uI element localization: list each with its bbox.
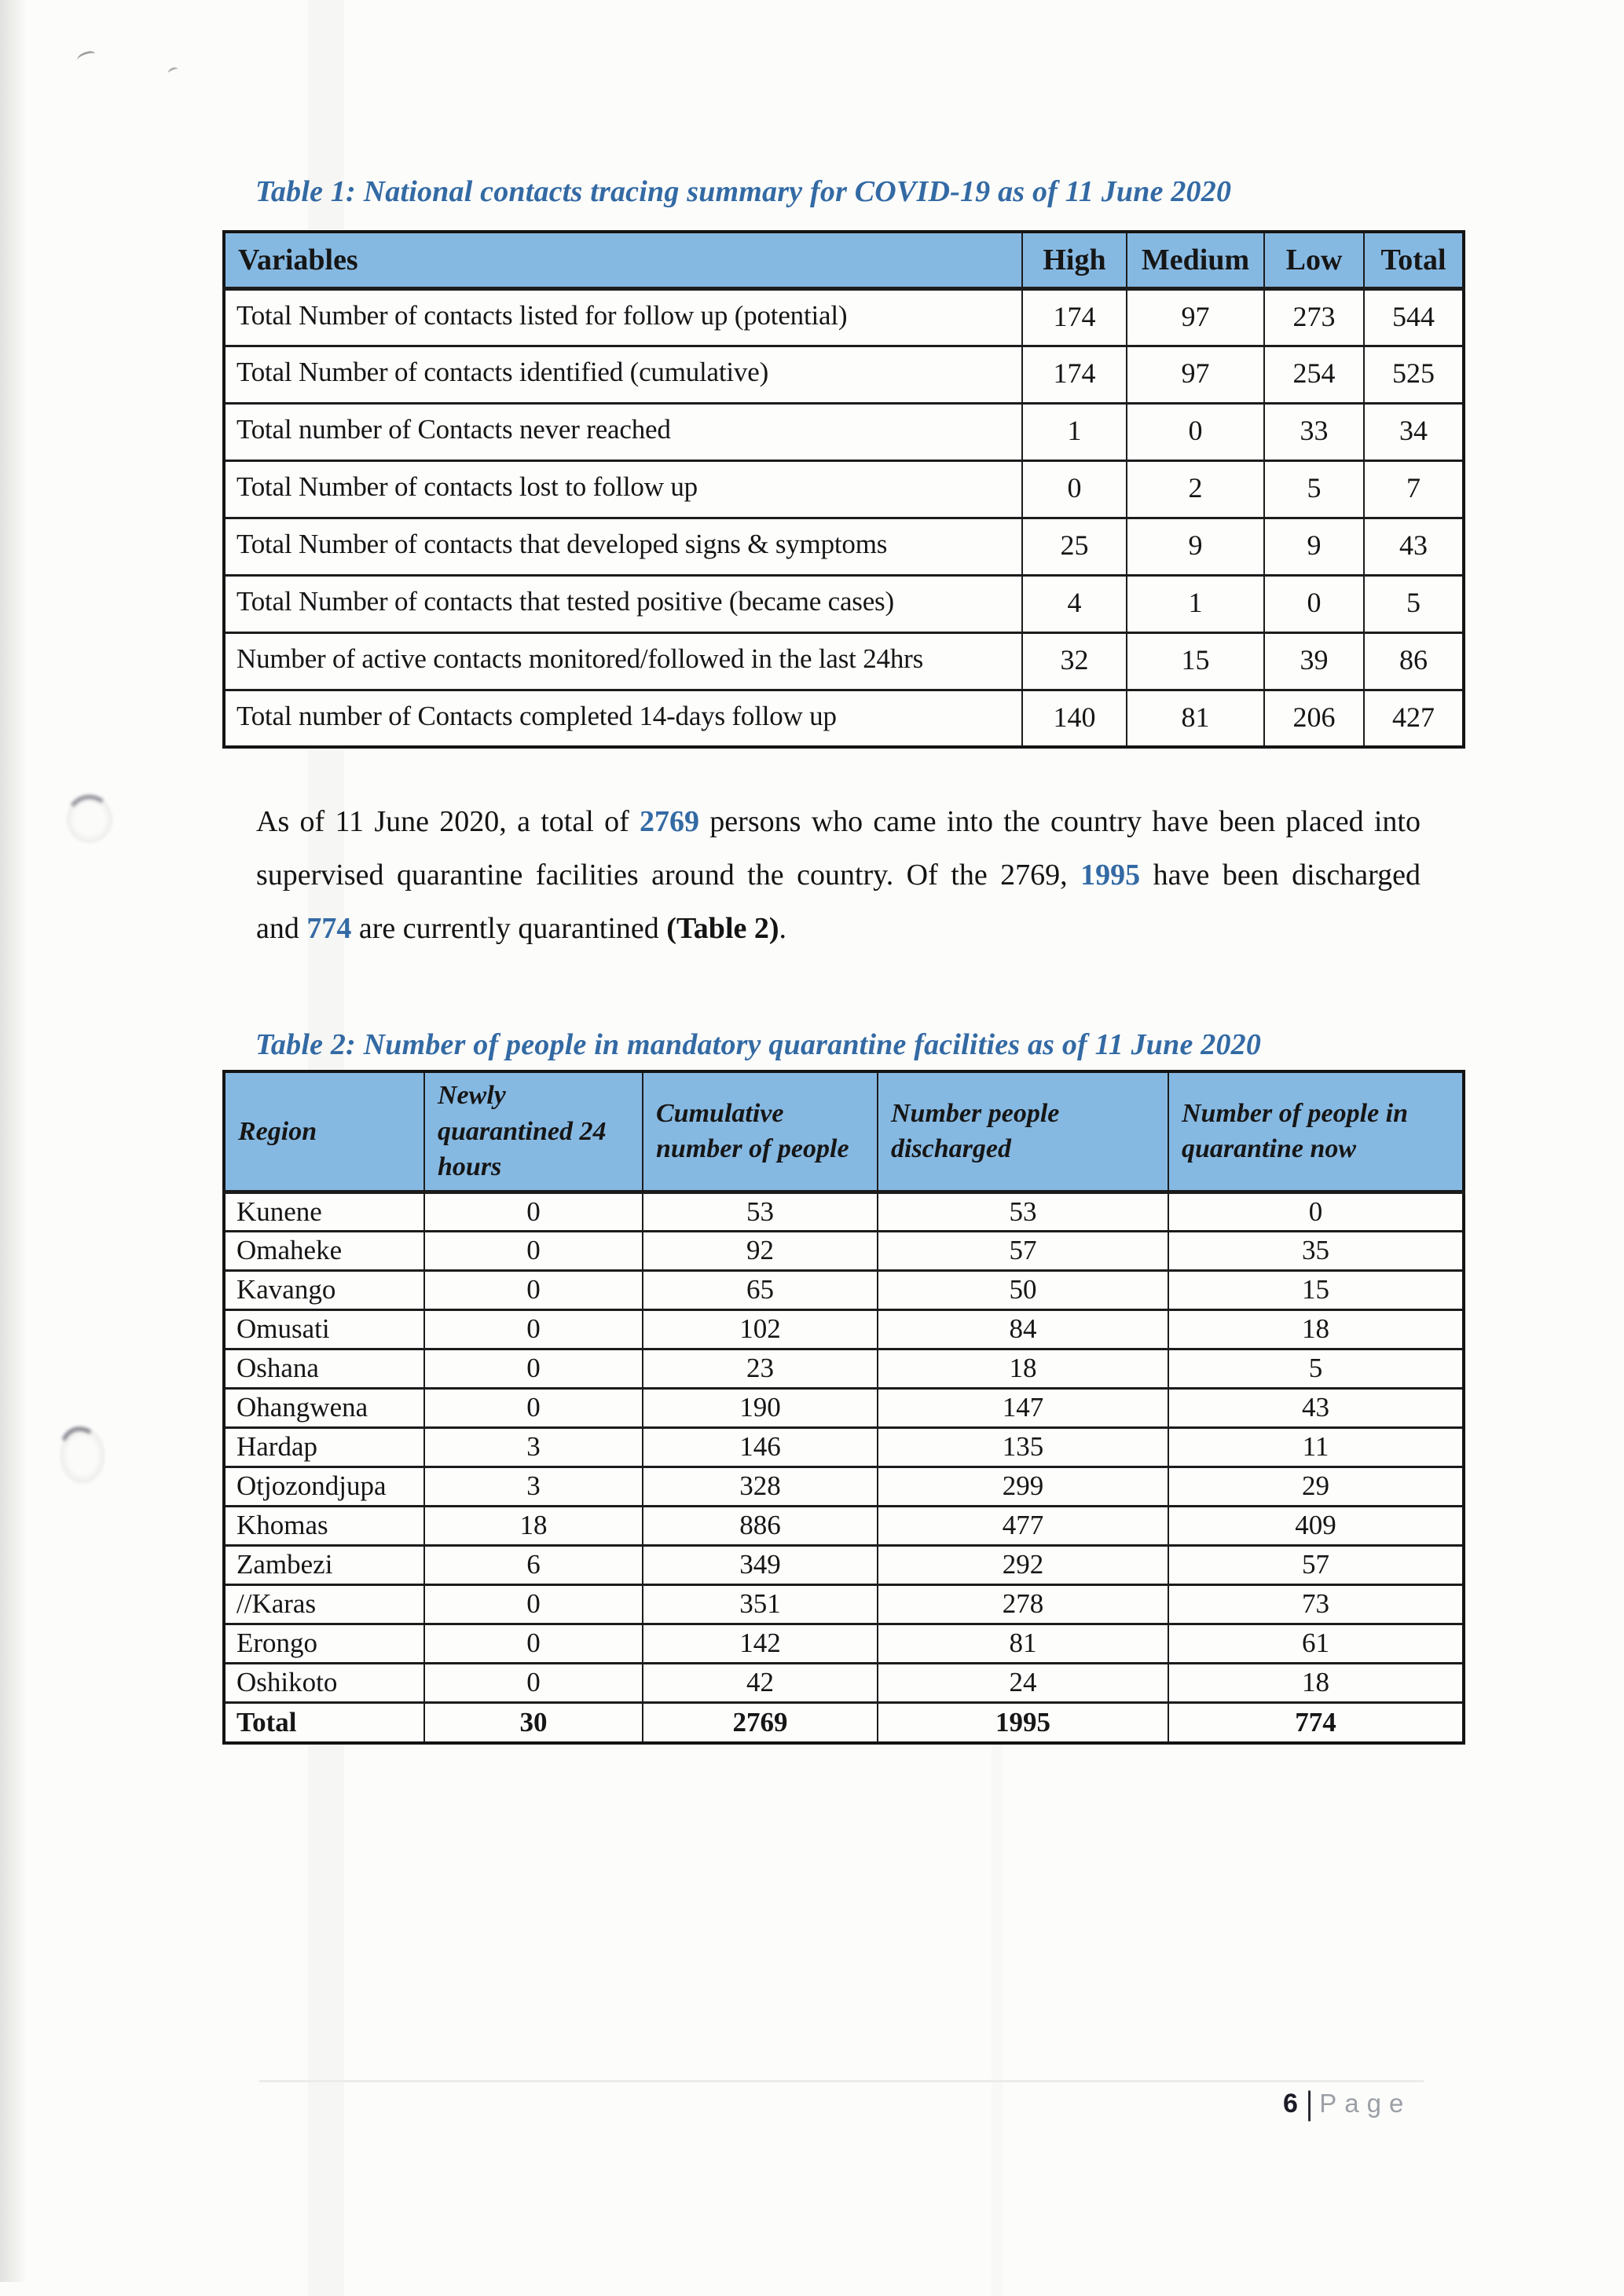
column-header: Newly quarantined 24 hours: [424, 1071, 643, 1192]
summary-paragraph: [256, 795, 1421, 955]
cell-value: 525: [1364, 346, 1464, 403]
cell-value: 11: [1168, 1427, 1464, 1467]
cell-value: 43: [1364, 518, 1464, 575]
cell-value: 35: [1168, 1231, 1464, 1270]
cell-value: 65: [643, 1270, 878, 1309]
row-label: Total Number of contacts that tested positive (became cases): [224, 575, 1022, 632]
paragraph-text: have been discharged: [1140, 859, 1421, 892]
column-header: Number people discharged: [878, 1071, 1168, 1192]
table-row: [224, 1309, 1464, 1349]
table-row: [224, 1702, 1464, 1743]
cell-value: 23: [643, 1349, 878, 1388]
cell-value: 146: [643, 1427, 878, 1467]
cell-value: 61: [1168, 1624, 1464, 1663]
cell-value: 1: [1022, 403, 1127, 460]
row-label: Number of active contacts monitored/followed in the last 24hrs: [224, 632, 1022, 690]
column-header: Region: [224, 1071, 424, 1192]
highlighted-value: (Table 2): [666, 912, 779, 945]
column-header: Cumulative number of people: [643, 1071, 878, 1192]
cell-value: 349: [643, 1545, 878, 1584]
cell-value: 39: [1264, 632, 1364, 690]
cell-value: 0: [424, 1192, 643, 1231]
quarantine-facilities-table: [222, 1070, 1465, 1745]
table-row: [224, 1506, 1464, 1545]
cell-value: 0: [1168, 1192, 1464, 1231]
cell-value: 427: [1364, 690, 1464, 747]
table-row: [224, 632, 1464, 690]
row-label: Kavango: [224, 1270, 424, 1309]
row-label: Zambezi: [224, 1545, 424, 1584]
cell-value: 53: [878, 1192, 1168, 1231]
row-label: Total number of Contacts never reached: [224, 403, 1022, 460]
cell-value: 18: [878, 1349, 1168, 1388]
cell-value: 29: [1168, 1467, 1464, 1506]
row-label: Total: [224, 1702, 424, 1743]
paragraph-line: [256, 795, 1421, 848]
cell-value: 351: [643, 1584, 878, 1624]
paragraph-text: supervised quarantine facilities around the country. Of the 2769,: [256, 859, 1081, 892]
cell-value: 57: [878, 1231, 1168, 1270]
table-row: [224, 288, 1464, 346]
footer-separator: |: [1305, 2084, 1314, 2122]
table-row: [224, 1467, 1464, 1506]
cell-value: 0: [424, 1309, 643, 1349]
table-row: [224, 460, 1464, 518]
row-label: Oshana: [224, 1349, 424, 1388]
cell-value: 409: [1168, 1506, 1464, 1545]
cell-value: 84: [878, 1309, 1168, 1349]
cell-value: 32: [1022, 632, 1127, 690]
row-label: Omaheke: [224, 1231, 424, 1270]
cell-value: 142: [643, 1624, 878, 1663]
table-row: [224, 1624, 1464, 1663]
table-row: [224, 403, 1464, 460]
cell-value: 102: [643, 1309, 878, 1349]
table-row: [224, 575, 1464, 632]
cell-value: 0: [424, 1231, 643, 1270]
table-row: [224, 1270, 1464, 1309]
paragraph-text: .: [779, 912, 787, 945]
cell-value: 140: [1022, 690, 1127, 747]
cell-value: 254: [1264, 346, 1364, 403]
hole-punch-mark: [64, 793, 115, 845]
cell-value: 18: [1168, 1663, 1464, 1702]
paragraph-text: persons who came into the country have been placed into: [699, 805, 1421, 838]
paragraph-text: As of 11 June 2020, a total of: [256, 805, 640, 838]
table-row: [224, 346, 1464, 403]
hole-punch-mark: [58, 1425, 107, 1486]
row-label: Otjozondjupa: [224, 1467, 424, 1506]
row-label: Total Number of contacts lost to follow up: [224, 460, 1022, 518]
column-header: Medium: [1127, 232, 1264, 288]
cell-value: 33: [1264, 403, 1364, 460]
cell-value: 0: [1022, 460, 1127, 518]
paragraph-text: are currently quarantined: [351, 912, 667, 945]
cell-value: 53: [643, 1192, 878, 1231]
cell-value: 18: [1168, 1309, 1464, 1349]
cell-value: 43: [1168, 1388, 1464, 1427]
cell-value: 278: [878, 1584, 1168, 1624]
cell-value: 0: [424, 1624, 643, 1663]
cell-value: 135: [878, 1427, 1168, 1467]
table-row: [224, 1545, 1464, 1584]
cell-value: 24: [878, 1663, 1168, 1702]
cell-value: 544: [1364, 288, 1464, 346]
cell-value: 30: [424, 1702, 643, 1743]
column-header: Number of people in quarantine now: [1168, 1071, 1464, 1192]
table2-title: Table 2: Number of people in mandatory quarantine facilities as of 11 June 2020: [255, 1028, 1262, 1061]
scan-speck: [167, 66, 179, 76]
cell-value: 0: [424, 1663, 643, 1702]
page-footer: [1283, 2086, 1411, 2121]
cell-value: 0: [1127, 403, 1264, 460]
cell-value: 477: [878, 1506, 1168, 1545]
highlighted-value: 2769: [640, 805, 700, 838]
page-footer-label: Page: [1319, 2089, 1412, 2118]
cell-value: 97: [1127, 346, 1264, 403]
cell-value: 9: [1264, 518, 1364, 575]
cell-value: 5: [1168, 1349, 1464, 1388]
cell-value: 147: [878, 1388, 1168, 1427]
table-row: [224, 518, 1464, 575]
row-label: Total Number of contacts that developed signs & symptoms: [224, 518, 1022, 575]
cell-value: 174: [1022, 346, 1127, 403]
cell-value: 18: [424, 1506, 643, 1545]
cell-value: 81: [1127, 690, 1264, 747]
cell-value: 15: [1127, 632, 1264, 690]
highlighted-value: 1995: [1080, 859, 1141, 892]
column-header: Variables: [224, 232, 1022, 288]
cell-value: 206: [1264, 690, 1364, 747]
row-label: Oshikoto: [224, 1663, 424, 1702]
cell-value: 886: [643, 1506, 878, 1545]
contacts-tracing-table: [222, 230, 1465, 749]
cell-value: 81: [878, 1624, 1168, 1663]
paragraph-line: [256, 902, 1421, 955]
cell-value: 42: [643, 1663, 878, 1702]
cell-value: 4: [1022, 575, 1127, 632]
cell-value: 6: [424, 1545, 643, 1584]
cell-value: 0: [1264, 575, 1364, 632]
table-row: [224, 1192, 1464, 1231]
paragraph-line: [256, 848, 1421, 902]
footer-rule: [259, 2080, 1424, 2082]
highlighted-value: 774: [306, 912, 352, 945]
cell-value: 7: [1364, 460, 1464, 518]
paragraph-text: and: [256, 912, 307, 945]
cell-value: 9: [1127, 518, 1264, 575]
table-row: [224, 1349, 1464, 1388]
cell-value: 299: [878, 1467, 1168, 1506]
cell-value: 1: [1127, 575, 1264, 632]
table-row: [224, 1388, 1464, 1427]
row-label: Hardap: [224, 1427, 424, 1467]
cell-value: 5: [1264, 460, 1364, 518]
row-label: Total Number of contacts listed for follow up (potential): [224, 288, 1022, 346]
table-row: [224, 690, 1464, 747]
cell-value: 774: [1168, 1702, 1464, 1743]
table1-title: Table 1: National contacts tracing summary for COVID-19 as of 11 June 2020: [255, 175, 1232, 208]
table-row: [224, 1584, 1464, 1624]
cell-value: 0: [424, 1584, 643, 1624]
cell-value: 97: [1127, 288, 1264, 346]
cell-value: 25: [1022, 518, 1127, 575]
cell-value: 34: [1364, 403, 1464, 460]
cell-value: 86: [1364, 632, 1464, 690]
table-row: [224, 1663, 1464, 1702]
cell-value: 292: [878, 1545, 1168, 1584]
column-header: High: [1022, 232, 1127, 288]
row-label: Total number of Contacts completed 14-days follow up: [224, 690, 1022, 747]
cell-value: 1995: [878, 1702, 1168, 1743]
cell-value: 50: [878, 1270, 1168, 1309]
cell-value: 190: [643, 1388, 878, 1427]
row-label: Kunene: [224, 1192, 424, 1231]
cell-value: 3: [424, 1467, 643, 1506]
cell-value: 328: [643, 1467, 878, 1506]
page-number: 6: [1283, 2088, 1298, 2118]
cell-value: 2769: [643, 1702, 878, 1743]
cell-value: 273: [1264, 288, 1364, 346]
cell-value: 15: [1168, 1270, 1464, 1309]
row-label: Omusati: [224, 1309, 424, 1349]
table1-header-row: [224, 232, 1464, 288]
cell-value: 174: [1022, 288, 1127, 346]
table2-header-row: [224, 1071, 1464, 1192]
cell-value: 2: [1127, 460, 1264, 518]
table-row: [224, 1427, 1464, 1467]
cell-value: 73: [1168, 1584, 1464, 1624]
scan-speck: [76, 49, 97, 64]
cell-value: 92: [643, 1231, 878, 1270]
cell-value: 3: [424, 1427, 643, 1467]
scan-artifact-band: [992, 1728, 1003, 2296]
table-row: [224, 1231, 1464, 1270]
cell-value: 0: [424, 1270, 643, 1309]
column-header: Total: [1364, 232, 1464, 288]
row-label: Ohangwena: [224, 1388, 424, 1427]
row-label: Erongo: [224, 1624, 424, 1663]
page-edge-shadow: [0, 0, 27, 2282]
cell-value: 0: [424, 1349, 643, 1388]
row-label: //Karas: [224, 1584, 424, 1624]
cell-value: 5: [1364, 575, 1464, 632]
row-label: Total Number of contacts identified (cumulative): [224, 346, 1022, 403]
row-label: Khomas: [224, 1506, 424, 1545]
column-header: Low: [1264, 232, 1364, 288]
cell-value: 0: [424, 1388, 643, 1427]
cell-value: 57: [1168, 1545, 1464, 1584]
